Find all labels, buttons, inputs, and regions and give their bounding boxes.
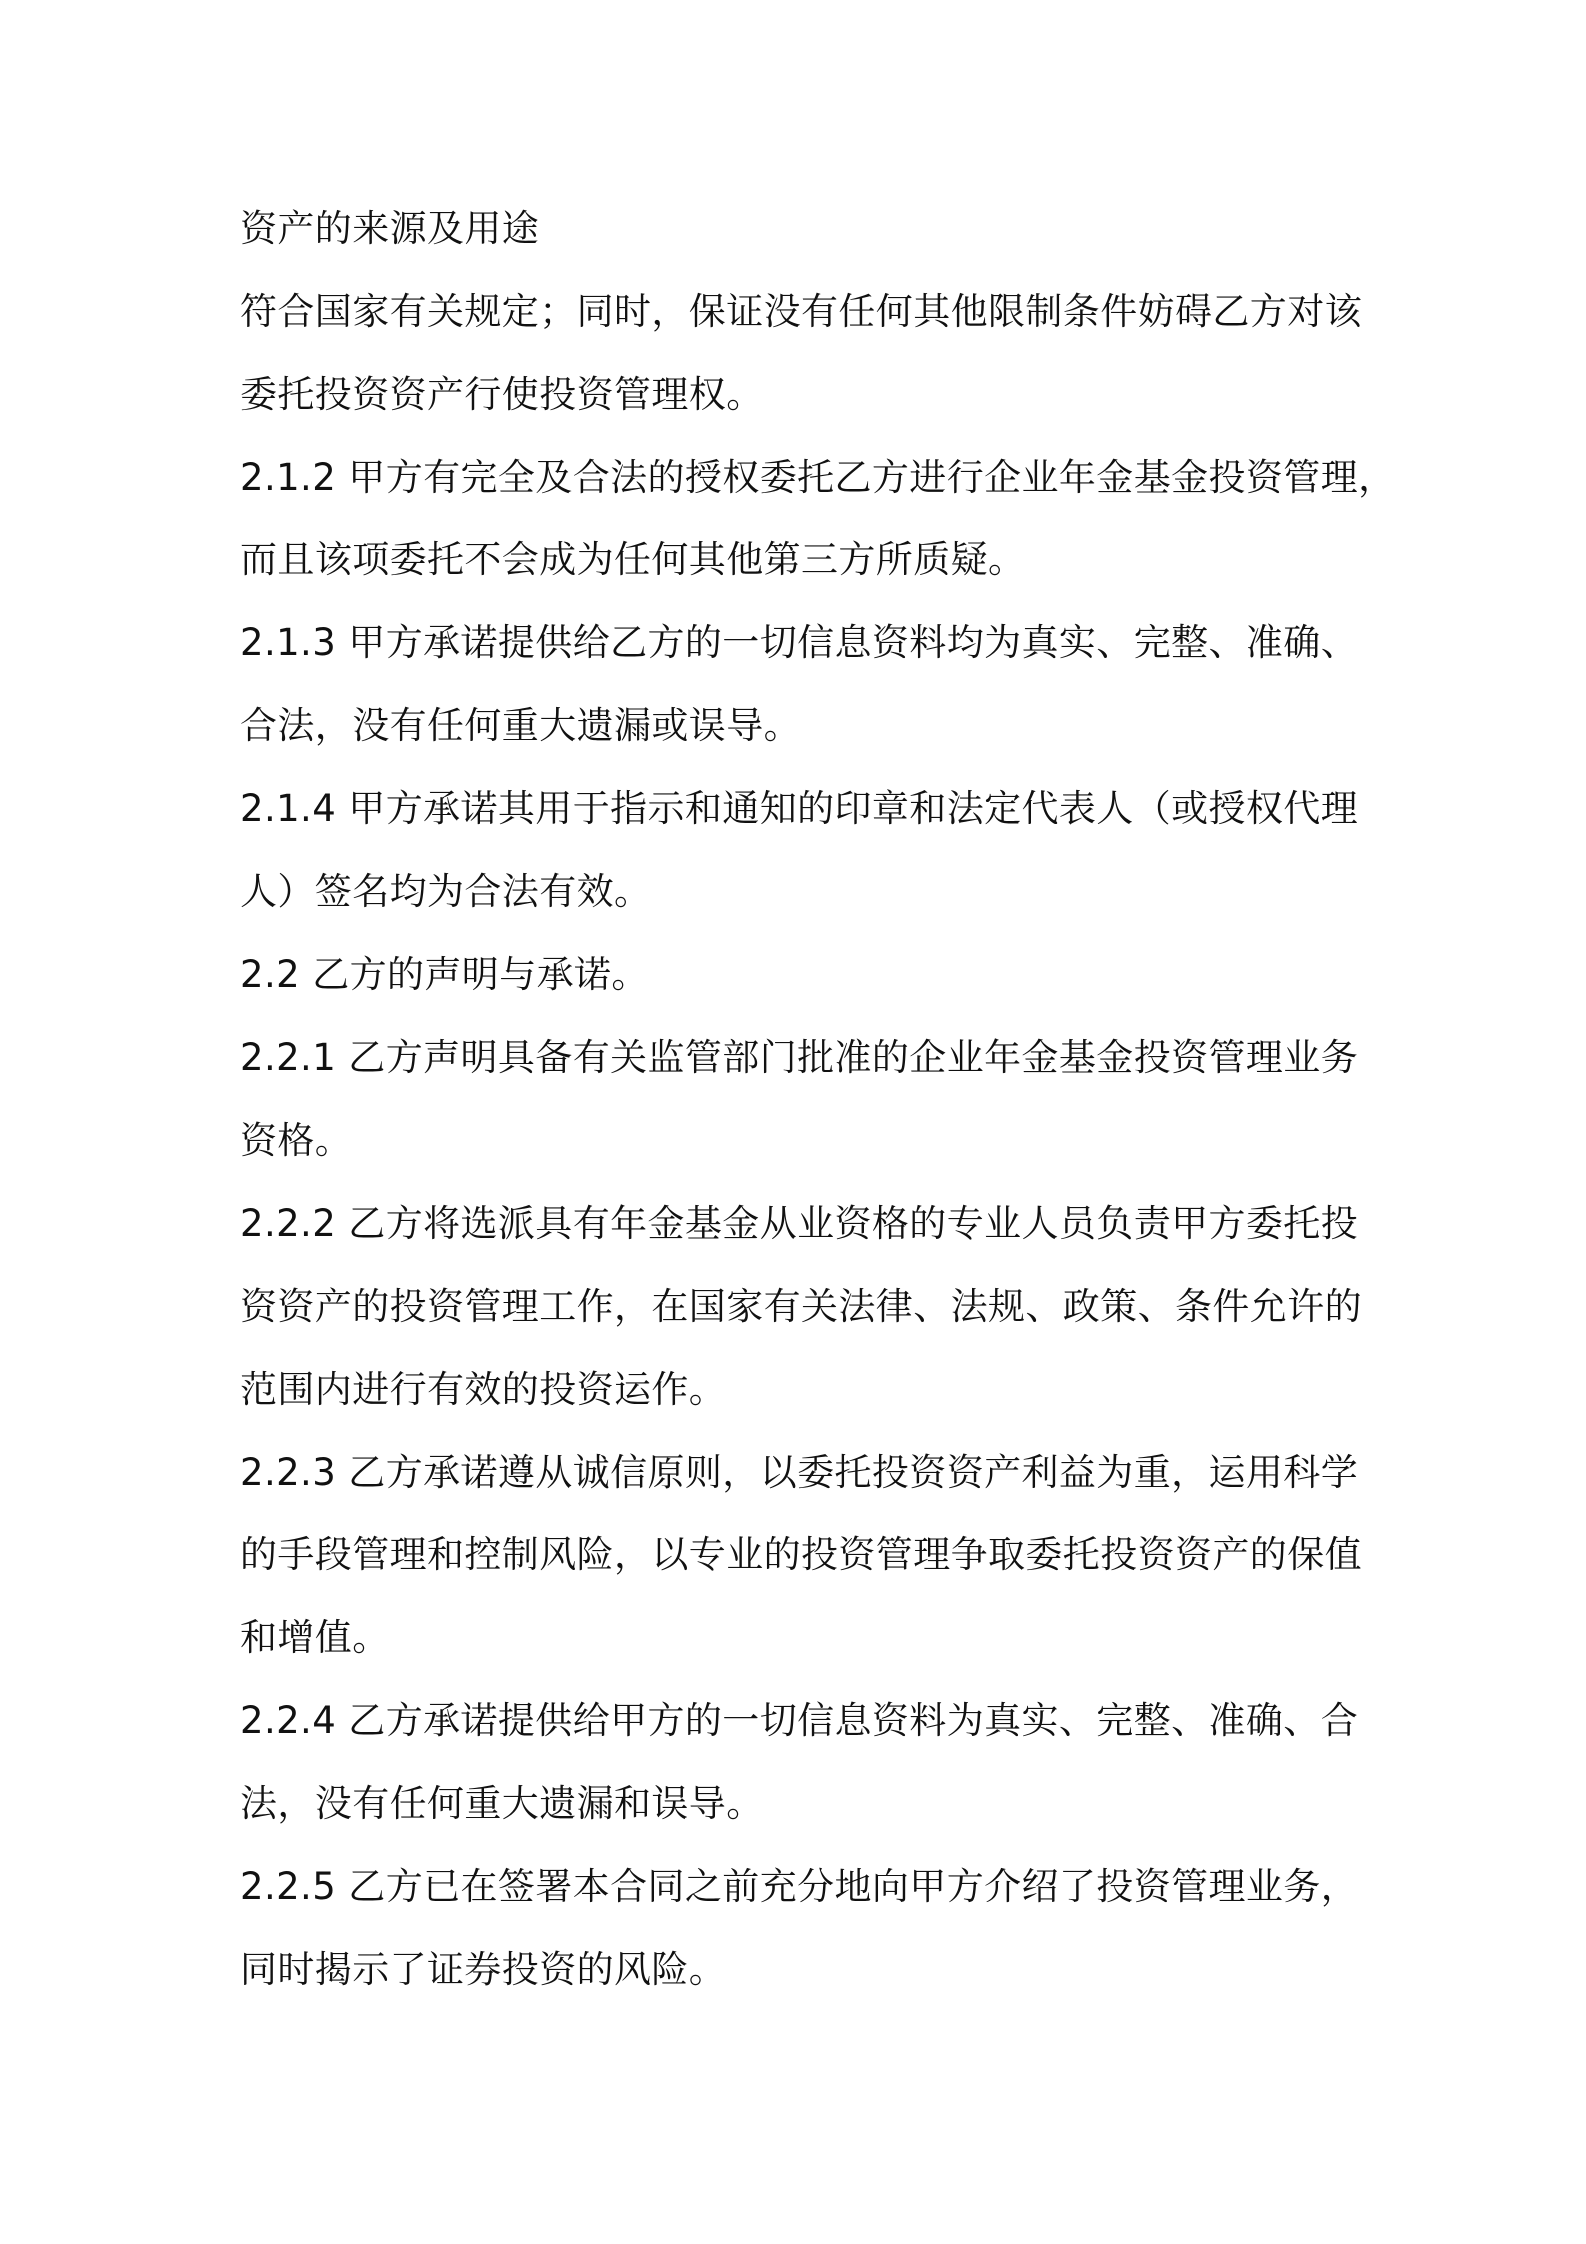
text-line: 2.1.4 甲方承诺其用于指示和通知的印章和法定代表人（或授权代理	[240, 787, 1359, 830]
text-line: 同时揭示了证券投资的风险。	[240, 1948, 727, 1991]
text-line: 资资产的投资管理工作，在国家有关法律、法规、政策、条件允许的	[240, 1285, 1362, 1328]
text-line: 2.2 乙方的声明与承诺。	[240, 953, 649, 996]
text-line: 2.2.5 乙方已在签署本合同之前充分地向甲方介绍了投资管理业务，	[240, 1865, 1359, 1908]
text-line: 2.2.4 乙方承诺提供给甲方的一切信息资料为真实、完整、准确、合	[240, 1699, 1359, 1742]
text-line: 合法，没有任何重大遗漏或误导。	[240, 704, 801, 747]
text-line: 而且该项委托不会成为任何其他第三方所质疑。	[240, 538, 1026, 581]
text-line: 2.2.1 乙方声明具备有关监管部门批准的企业年金基金投资管理业务	[240, 1036, 1359, 1079]
text-line: 委托投资资产行使投资管理权。	[240, 373, 764, 416]
text-line: 2.1.3 甲方承诺提供给乙方的一切信息资料均为真实、完整、准确、	[240, 621, 1359, 664]
text-line: 和增值。	[240, 1616, 390, 1659]
text-line: 范围内进行有效的投资运作。	[240, 1368, 727, 1411]
text-line: 人）签名均为合法有效。	[240, 870, 652, 913]
text-line: 2.1.2 甲方有完全及合法的授权委托乙方进行企业年金基金投资管理，	[240, 456, 1396, 499]
text-line: 2.2.3 乙方承诺遵从诚信原则，以委托投资资产利益为重，运用科学	[240, 1451, 1359, 1494]
text-line: 资格。	[240, 1119, 353, 1162]
text-line: 的手段管理和控制风险，以专业的投资管理争取委托投资资产的保值	[240, 1533, 1362, 1576]
text-line: 2.2.2 乙方将选派具有年金基金从业资格的专业人员负责甲方委托投	[240, 1202, 1359, 1245]
text-line: 法，没有任何重大遗漏和误导。	[240, 1782, 764, 1825]
text-line: 符合国家有关规定；同时，保证没有任何其他限制条件妨碍乙方对该	[240, 290, 1362, 333]
text-line: 资产的来源及用途	[240, 207, 540, 250]
